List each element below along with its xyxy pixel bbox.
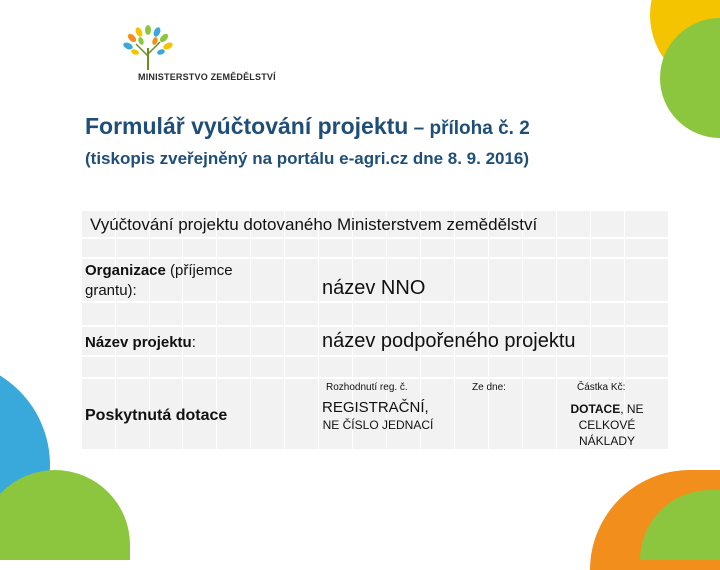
registration-note: NE ČÍSLO JEDNACÍ	[322, 418, 434, 432]
title-main: Formulář vyúčtování projektu	[85, 113, 409, 139]
grid-line	[284, 211, 285, 449]
grid-line	[82, 237, 668, 239]
grid-line	[318, 211, 319, 449]
grid-line	[82, 257, 668, 259]
title-annex: příloha č. 2	[429, 118, 530, 139]
organization-label-line2: grantu):	[85, 282, 137, 299]
registration-value: REGISTRAČNÍ,	[322, 399, 429, 416]
amount-value	[552, 401, 662, 449]
amount-label: Částka Kč:	[577, 382, 626, 393]
project-name-label	[85, 334, 196, 351]
organization-value: název NNO	[322, 277, 426, 299]
grid-line	[82, 355, 668, 357]
tree-logo-icon	[108, 18, 188, 73]
ministry-logo	[108, 18, 278, 88]
organization-label-rest: (příjemce	[165, 262, 233, 279]
grant-label: Poskytnutá dotace	[85, 407, 228, 424]
grid-line	[82, 377, 668, 379]
grid-line	[82, 301, 668, 303]
corner-green-shape-bottom-left	[0, 470, 130, 560]
grid-line	[82, 325, 668, 327]
project-name-value: název podpořeného projektu	[322, 330, 576, 352]
amount-value-rest: , NE CELKOVÉ NÁKLADY	[578, 402, 644, 448]
project-name-label-bold: Název projektu	[85, 334, 192, 351]
grid-line	[250, 211, 251, 449]
decision-number-label: Rozhodnutí reg. č.	[326, 382, 408, 393]
organization-label-bold: Organizace	[85, 262, 166, 279]
page-subtitle: (tiskopis zveřejněný na portálu e-agri.cz dne 8. 9. 2016)	[85, 149, 530, 168]
table-heading: Vyúčtování projektu dotovaného Ministerstvem zemědělství	[90, 215, 538, 234]
title-separator: –	[408, 118, 430, 139]
decision-date-label: Ze dne:	[472, 382, 506, 393]
organization-label	[85, 261, 233, 301]
amount-value-bold: DOTACE	[570, 402, 621, 416]
logo-text: MINISTERSTVO ZEMĚDĚLSTVÍ	[138, 72, 276, 82]
form-table	[82, 211, 668, 449]
project-name-label-rest: :	[191, 334, 196, 351]
page-title	[85, 113, 530, 140]
